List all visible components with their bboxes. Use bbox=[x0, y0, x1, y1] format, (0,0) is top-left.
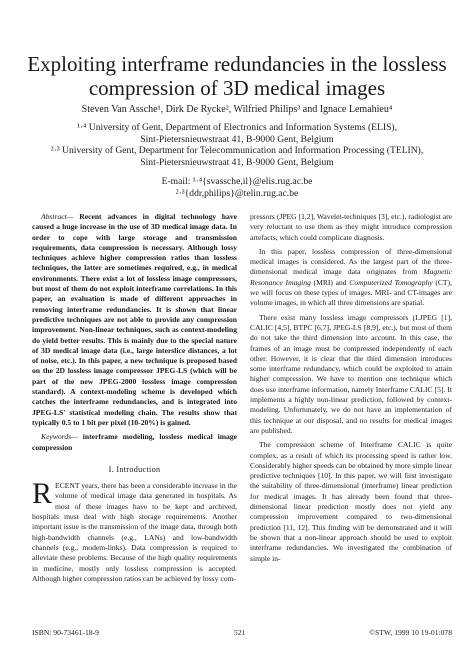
affiliation-line: Sint-Pietersnieuwstraat 41, B-9000 Gent, Belgium bbox=[140, 156, 334, 168]
intro-text: ECENT years, there has been a considerable increase in the volume of medical image data generated in hospitals. As most of these images have to be kept and archived, hospitals must deal with high storage requirements. Another important issue is the transmission of the image data, through both high-bandwidth channels (e.g., LANs) and low-bandwidth channels (e.g., modem-links). Data compression is required to alleviate these problems. Because of the high quality requirements in medicine, mostly only lossless compression is accepted. Although higher compression ratios can be achieved by lossy com- bbox=[32, 481, 237, 583]
drop-cap: R bbox=[32, 477, 53, 511]
affiliation-line: ²·³ University of Gent, Department for Telecommunication and Information Processing (TELIN), bbox=[50, 145, 424, 157]
body-paragraph: pressors (JPEG [1,2], Wavelet-techniques [3], etc.), radiologist are very reluctant to use them as they might introduce compression artefacts, which could complicate diagnosis. bbox=[250, 212, 452, 242]
body-paragraph bbox=[250, 247, 452, 309]
affiliation-line: Sint-Pietersnieuwstraat 41, B-9000 Gent, Belgium bbox=[140, 133, 334, 145]
left-column bbox=[32, 212, 237, 588]
body-text-italic: Magnetic Resonance Imaging bbox=[250, 267, 452, 287]
body-paragraph: The compression scheme of Interframe CALIC is quite complex, as a result of which its processing speed is rather low. Considerably higher speeds can be obtained by more simple linear predictive techniques [10]. In this paper, we will first investigate the suitability of three-dimensional (interframe) linear prediction for medical images. It has already been found that three-dimensional linear prediction mostly does not yield any compression improvement compared to two-dimensional prediction [11, 12]. This finding will be demonstrated and it will be shown that a non-linear approach should be used to exploit interframe redundancies. We investigated the combination of simple in- bbox=[250, 440, 452, 563]
intro-paragraph bbox=[32, 477, 237, 584]
abstract bbox=[32, 212, 237, 428]
keywords-text: interframe modeling, lossless medical image compression bbox=[32, 432, 237, 452]
email-line: ²·³{ddr,philips}@telin.rug.ac.be bbox=[175, 187, 299, 199]
affiliation-line: ¹·⁴ University of Gent, Department of Electronics and Information Systems (ELIS), bbox=[76, 122, 398, 133]
affiliations bbox=[20, 122, 454, 168]
keywords-label: Keywords— bbox=[41, 432, 78, 442]
keywords bbox=[32, 432, 237, 453]
email-line: E-mail: ¹·⁴{svassche,il}@elis.rug.ac.be bbox=[161, 176, 313, 187]
right-column bbox=[250, 212, 452, 568]
body-text: (MRI) and bbox=[310, 277, 350, 287]
footer-copyright: ©STW, 1999 10 19-01:078 bbox=[369, 628, 452, 637]
body-text: In this paper, lossless compression of three-dimensional medical images is considered. As the largest part of the three-dimensional medical image data originates from bbox=[250, 246, 452, 277]
email-block bbox=[20, 176, 454, 199]
page-number: 521 bbox=[234, 628, 246, 637]
abstract-label: Abstract— bbox=[41, 212, 74, 221]
body-text: (CT), we will focus on these types of images. MRI- and CT-images are volume images, in which all three dimensions are spatial. bbox=[250, 277, 453, 308]
paper-title: Exploiting interframe redundancies in the lossless compression of 3D medical images bbox=[27, 52, 447, 100]
body-paragraph: There exist many lossless image compressors (LJPEG [1], CALIC [4,5], BTPC [6,7], JPEG-LS [8,9], etc.), but most of them do not take the third dimension into account. In this case, the frames of an image must be compressed independently of each other. However, it is clear that the third dimension introduces some interframe redundancy, which could be exploited to attain higher compression. We have to mention one technique which does use interframe information, namely Interframe CALIC [5]. It implements a highly non-linear prediction, followed by context-modeling. Unfortunately, we do not have an implementation of this technique at our disposal, and no results for medical images are published. bbox=[250, 312, 452, 435]
author-list: Steven Van Assche¹, Dirk De Rycke², Wilfried Philips³ and Ignace Lemahieu⁴ bbox=[81, 104, 393, 115]
section-heading: I. Introduction bbox=[108, 464, 161, 474]
body-text-italic: Computerized Tomography bbox=[349, 277, 433, 287]
footer-isbn: ISBN: 90-73461-18-9 bbox=[32, 628, 99, 637]
page-footer bbox=[32, 628, 452, 640]
abstract-text: Recent advances in digital technology have caused a huge increase in the use of 3D medical image data. In order to cope with large storage and transmission requirements, data compression is necessary. Although lossy techniques achieve higher compression ratios than lossless techniques, the latter are sometimes required, e.g., in medical environments. There exist a lot of lossless image compressors, but most of them do not exploit interframe correlations. In this paper, an evaluation is made of different approaches in removing interframe redundancies. It is shown that linear predictive techniques are not able to provide any compression improvement. Non-linear techniques, such as context-modeling do yield better results. This is mainly due to the special nature of 3D medical image data (i.e., large interslice distances, a lot of noise, etc.). In this paper, a new technique is proposed based on the 2D lossless image compressor JPEG-LS (which will be part of the new JPEG-2000 lossless image compression standard). A context-modeling scheme is developed which catches the interframe redundancies, and is integrated into JPEG-LS' statistical modeling chain. The results show that typically 0.5 to 1 bit per pixel (10-20%) is gained. bbox=[32, 212, 237, 427]
